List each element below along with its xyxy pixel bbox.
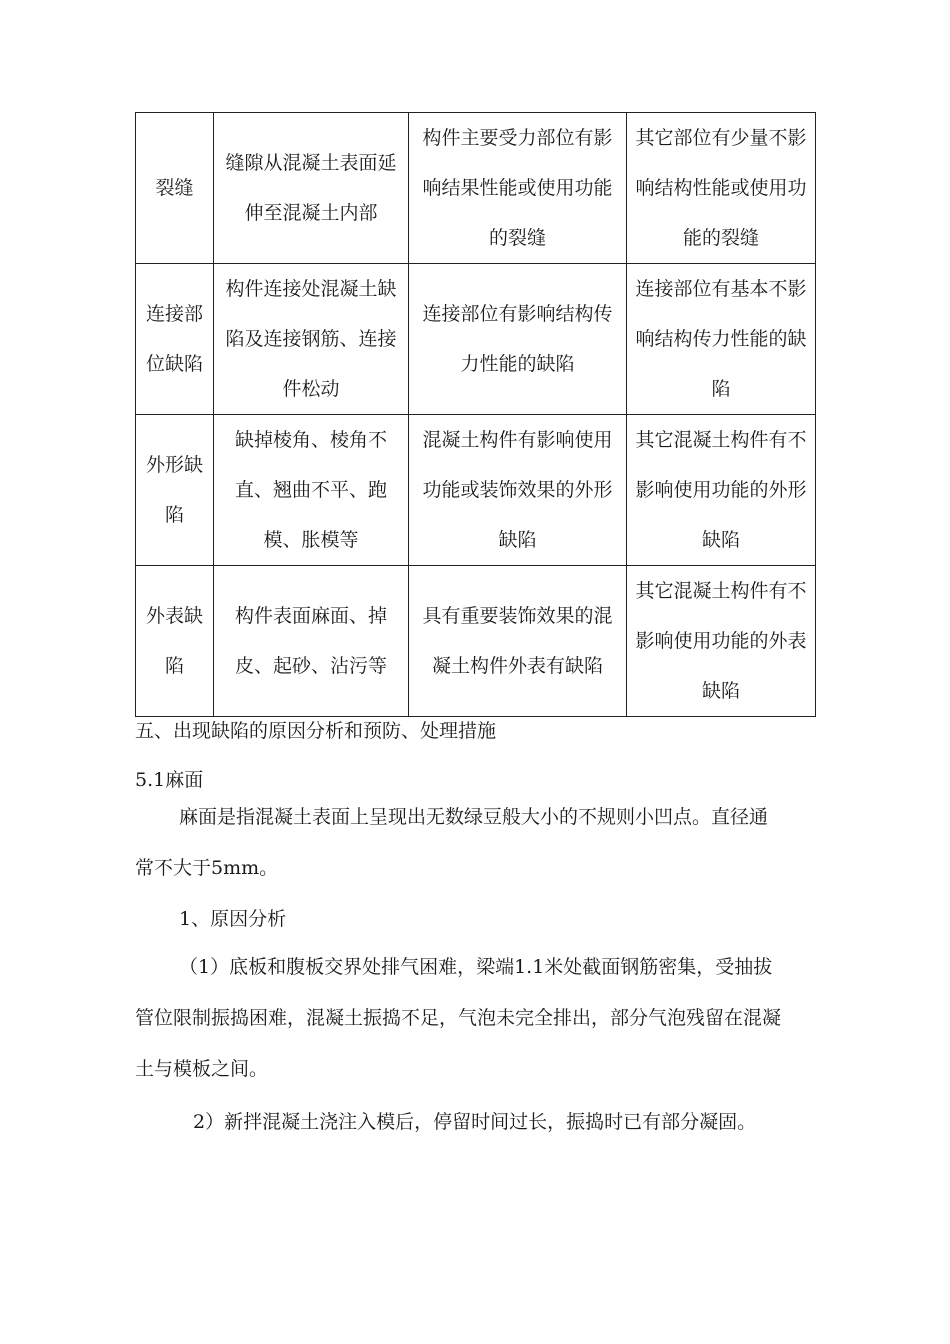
defect-name-cell: 外形缺陷 <box>136 415 214 566</box>
serious-defect-cell: 具有重要装饰效果的混凝土构件外表有缺陷 <box>409 566 627 717</box>
cause-paragraph-2: 2）新拌混凝土浇注入模后，停留时间过长，振捣时已有部分凝固。 <box>193 1111 757 1133</box>
table-row <box>136 113 816 264</box>
cause-heading: 1、原因分析 <box>179 908 287 930</box>
section-heading: 五、出现缺陷的原因分析和预防、处理措施 <box>135 720 497 742</box>
defect-description-cell: 构件连接处混凝土缺陷及连接钢筋、连接件松动 <box>214 264 409 415</box>
table-row <box>136 566 816 717</box>
defect-description-cell: 缺掉棱角、棱角不直、翘曲不平、跑模、胀模等 <box>214 415 409 566</box>
defect-description-cell: 缝隙从混凝土表面延伸至混凝土内部 <box>214 113 409 264</box>
serious-defect-cell: 连接部位有影响结构传力性能的缺陷 <box>409 264 627 415</box>
table-row <box>136 415 816 566</box>
serious-defect-cell: 混凝土构件有影响使用功能或装饰效果的外形缺陷 <box>409 415 627 566</box>
general-defect-cell: 其它混凝土构件有不影响使用功能的外形缺陷 <box>627 415 816 566</box>
defect-name-cell: 裂缝 <box>136 113 214 264</box>
defect-table <box>135 112 816 717</box>
intro-paragraph: 麻面是指混凝土表面上呈现出无数绿豆般大小的不规则小凹点。直径通常不大于5mm。 <box>135 806 769 879</box>
serious-defect-cell: 构件主要受力部位有影响结果性能或使用功能的裂缝 <box>409 113 627 264</box>
general-defect-cell: 连接部位有基本不影响结构传力性能的缺陷 <box>627 264 816 415</box>
table-row <box>136 264 816 415</box>
defect-name-cell: 连接部位缺陷 <box>136 264 214 415</box>
cause-paragraph-1: （1）底板和腹板交界处排气困难，梁端1.1米处截面钢筋密集，受抽拔管位限制振捣困难，混凝土振捣不足，气泡未完全排出，部分气泡残留在混凝土与模板之间。 <box>135 956 782 1080</box>
general-defect-cell: 其它部位有少量不影响结构性能或使用功能的裂缝 <box>627 113 816 264</box>
defect-name-cell: 外表缺陷 <box>136 566 214 717</box>
general-defect-cell: 其它混凝土构件有不影响使用功能的外表缺陷 <box>627 566 816 717</box>
subsection-heading: 5.1麻面 <box>135 769 204 791</box>
defect-description-cell: 构件表面麻面、掉皮、起砂、沾污等 <box>214 566 409 717</box>
